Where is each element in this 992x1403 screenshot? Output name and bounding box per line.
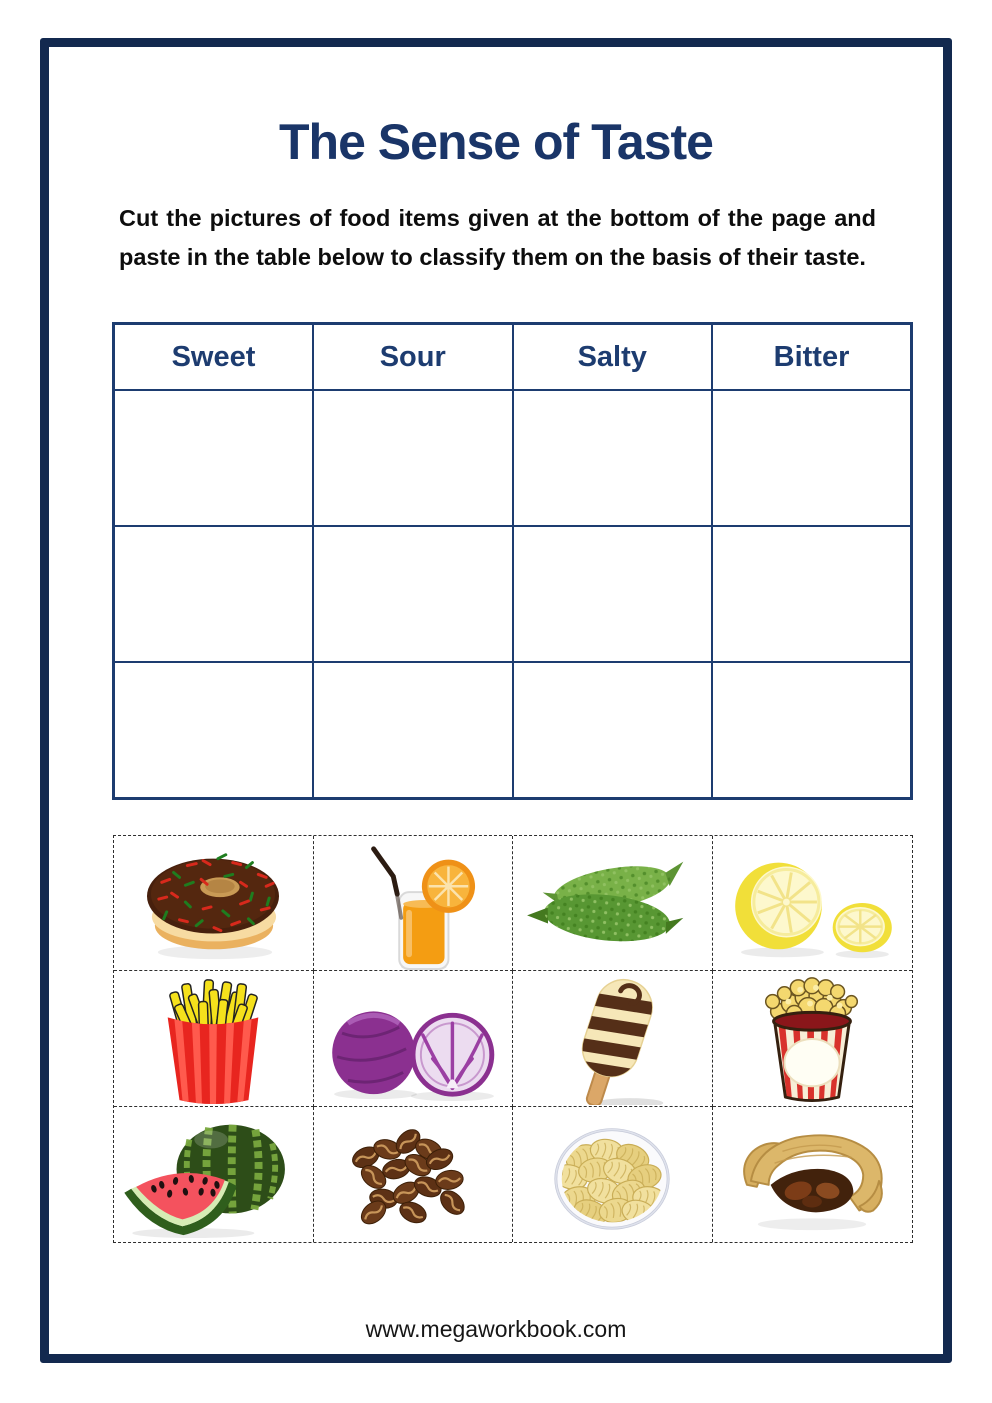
food-cell-red-cabbage (314, 971, 514, 1106)
footer-url: www.megaworkbook.com (365, 1316, 627, 1342)
table-empty-cell (313, 390, 513, 526)
food-cell-french-fries (114, 971, 314, 1106)
popcorn-tub-image (713, 972, 911, 1105)
french-fries-image (114, 972, 312, 1105)
food-cell-orange-juice (314, 836, 514, 971)
table-empty-cell (712, 662, 912, 799)
food-cell-potato-chips (513, 1107, 713, 1242)
food-cell-watermelon (114, 1107, 314, 1242)
table-empty-cell (712, 390, 912, 526)
table-empty-cell (114, 390, 314, 526)
red-cabbage-image (314, 972, 512, 1105)
food-cell-coffee-beans (314, 1107, 514, 1242)
table-header-row (114, 324, 912, 391)
chocolate-donut-image (114, 837, 312, 970)
table-empty-cell (114, 526, 314, 662)
table-empty-cell (114, 662, 314, 799)
table-empty-cell (513, 662, 713, 799)
table-row (114, 662, 912, 799)
potato-chips-bowl-image (513, 1108, 711, 1241)
table-header-bitter: Bitter (712, 324, 912, 391)
table-header-sour: Sour (313, 324, 513, 391)
table-row (114, 526, 912, 662)
bitter-gourd-image (513, 837, 711, 970)
table-header-salty: Salty (513, 324, 713, 391)
food-cell-lemon (713, 836, 913, 971)
page-title: The Sense of Taste (279, 114, 713, 170)
instructions-text: Cut the pictures of food items given at the bottom of the page and paste in the table below to classify them on the basis of their taste. (119, 205, 876, 270)
food-cell-popcorn (713, 971, 913, 1106)
food-cell-swirl-ice-cream-bar (513, 971, 713, 1106)
lemon-image (713, 837, 911, 970)
orange-juice-image (314, 837, 512, 970)
coffee-beans-image (314, 1108, 512, 1241)
food-cell-chocolate-donut (114, 836, 314, 971)
tamarind-image (713, 1108, 911, 1241)
table-empty-cell (313, 526, 513, 662)
table-empty-cell (513, 526, 713, 662)
classification-table (112, 322, 913, 800)
food-cell-tamarind (713, 1107, 913, 1242)
food-cell-bitter-gourd (513, 836, 713, 971)
table-header-sweet: Sweet (114, 324, 314, 391)
watermelon-image (114, 1108, 312, 1241)
table-row (114, 390, 912, 526)
table-empty-cell (712, 526, 912, 662)
table-empty-cell (513, 390, 713, 526)
food-items-grid (113, 835, 913, 1243)
table-empty-cell (313, 662, 513, 799)
swirl-ice-cream-bar-image (513, 972, 711, 1105)
